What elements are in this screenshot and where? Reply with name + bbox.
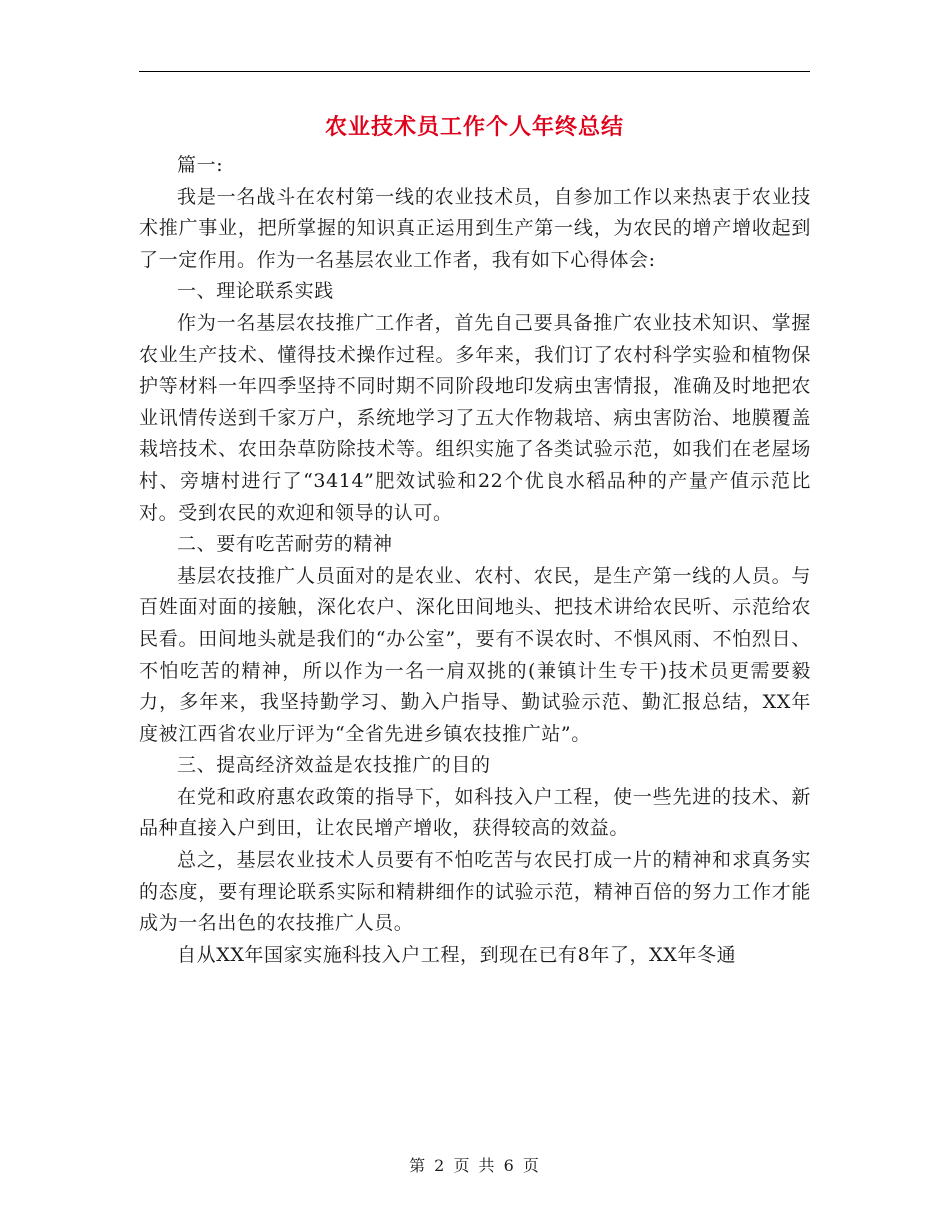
body-paragraph: 基层农技推广人员面对的是农业、农村、农民，是生产第一线的人员。与百姓面对面的接触，深化农户、深化田间地头、把技术讲给农民听、示范给农民看。田间地头就是我们的“办公室”，要有不误农时、不惧风雨、不怕烈日、不怕吃苦的精神，所以作为一名一肩双挑的(兼镇计生专干)技术员更需要毅力，多年来，我坚持勤学习、勤入户指导、勤试验示范、勤汇报总结，XX年度被江西省农业厅评为“全省先进乡镇农技推广站”。 — [139, 564, 811, 745]
section-heading: 三、提高经济效益是农技推广的目的 — [177, 754, 491, 777]
section-label: 篇一: — [177, 154, 224, 176]
body-paragraph: 我是一名战斗在农村第一线的农业技术员，自参加工作以来热衷于农业技术推广事业，把所掌握的知识真正运用到生产第一线，为农民的增产增收起到了一定作用。作为一名基层农业工作者，我有如下心得体会: — [139, 185, 811, 271]
body-paragraph: 自从XX年国家实施科技入户工程，到现在已有8年了，XX年冬通 — [177, 943, 737, 966]
section-heading: 一、理论联系实践 — [177, 280, 334, 303]
header-rule — [139, 71, 810, 72]
section-heading: 二、要有吃苦耐劳的精神 — [177, 533, 393, 556]
body-paragraph: 总之，基层农业技术人员要有不怕吃苦与农民打成一片的精神和求真务实的态度，要有理论联系实际和精耕细作的试验示范，精神百倍的努力工作才能成为一名出色的农技推广人员。 — [139, 849, 811, 935]
document-title: 农业技术员工作个人年终总结 — [324, 114, 624, 140]
document-body — [139, 150, 811, 971]
body-paragraph: 作为一名基层农技推广工作者，首先自己要具备推广农业技术知识、掌握农业生产技术、懂得技术操作过程。多年来，我们订了农村科学实验和植物保护等材料一年四季坚持不同时期不同阶段地印发病虫害情报，准确及时地把农业讯情传送到千家万户，系统地学习了五大作物栽培、病虫害防治、地膜覆盖栽培技术、农田杂草防除技术等。组织实施了各类试验示范，如我们在老屋场村、旁塘村进行了“3414”肥效试验和22个优良水稻品种的产量产值示范比对。受到农民的欢迎和领导的认可。 — [139, 311, 811, 524]
page-number: 第 2 页 共 6 页 — [409, 1156, 541, 1175]
body-paragraph: 在党和政府惠农政策的指导下，如科技入户工程，使一些先进的技术、新品种直接入户到田，让农民增产增收，获得较高的效益。 — [139, 785, 811, 840]
